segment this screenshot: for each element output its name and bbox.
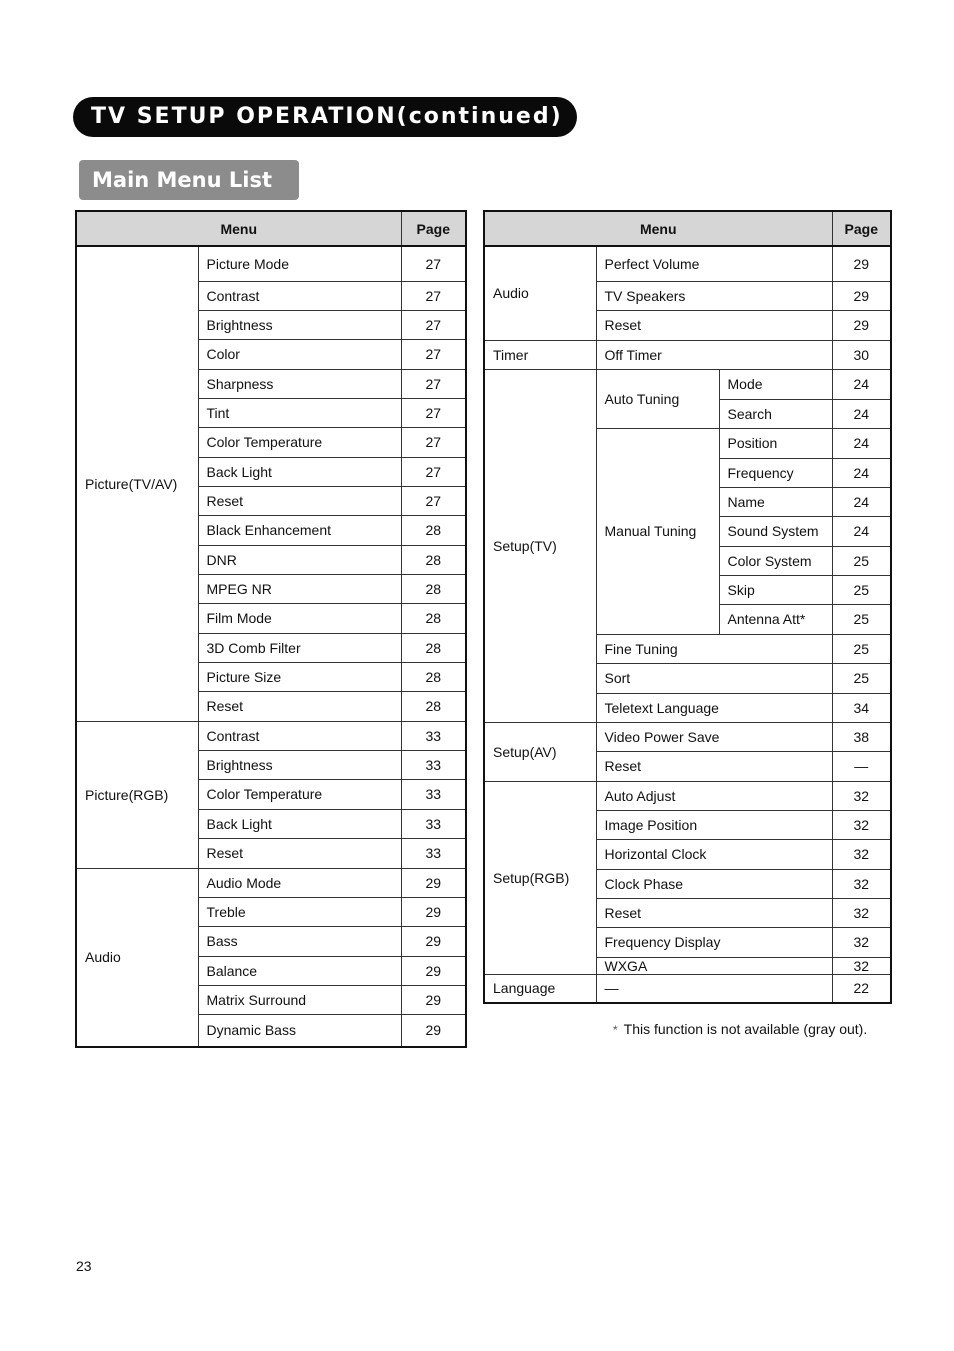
page-number-cell: 32 <box>832 869 891 898</box>
menu-column-header: Menu <box>484 211 832 246</box>
page-number: 23 <box>76 1258 92 1274</box>
menu-item-label: Brightness <box>198 310 401 339</box>
menu-item-label: Matrix Surround <box>198 985 401 1014</box>
page-number-cell: 27 <box>401 398 466 427</box>
menu-item-label: MPEG NR <box>198 574 401 603</box>
right-menu-table <box>483 210 892 1004</box>
group-name: Audio <box>484 246 596 340</box>
page-number-cell: 33 <box>401 838 466 868</box>
menu-item-label: Picture Mode <box>198 246 401 281</box>
page-number-cell: 28 <box>401 603 466 633</box>
page-number-cell: 33 <box>401 779 466 809</box>
page-number-cell: 28 <box>401 515 466 545</box>
menu-item-label: Horizontal Clock <box>596 839 832 869</box>
menu-item-label: Black Enhancement <box>198 515 401 545</box>
page-number-cell: 27 <box>401 339 466 369</box>
group-name: Picture(RGB) <box>76 721 198 868</box>
page-number-cell: 29 <box>832 246 891 281</box>
page-number-cell: 24 <box>832 369 891 399</box>
page-number-cell: 25 <box>832 546 891 575</box>
menu-item-label: Clock Phase <box>596 869 832 898</box>
table-row <box>484 974 891 1003</box>
menu-item-label: 3D Comb Filter <box>198 633 401 662</box>
menu-item-label: Brightness <box>198 750 401 779</box>
menu-item-label: Color Temperature <box>198 779 401 809</box>
menu-item-label: Film Mode <box>198 603 401 633</box>
page-number-cell: 28 <box>401 545 466 574</box>
menu-item-label: Off Timer <box>596 340 832 369</box>
table-row <box>484 369 891 399</box>
menu-item-label: Antenna Att* <box>719 604 832 634</box>
group-name: Timer <box>484 340 596 369</box>
menu-item-label: Dynamic Bass <box>198 1014 401 1047</box>
page-number-cell: 29 <box>401 1014 466 1047</box>
group-name: Language <box>484 974 596 1003</box>
menu-item-label: Sharpness <box>198 369 401 398</box>
page-number-cell: 27 <box>401 457 466 486</box>
footnote-text: This function is not available (gray out). <box>623 1021 868 1037</box>
table-row <box>76 246 466 281</box>
page-number-cell: 32 <box>832 927 891 957</box>
page-number-cell: 29 <box>401 897 466 926</box>
subgroup-name: Auto Tuning <box>596 369 719 428</box>
menu-item-label: Color System <box>719 546 832 575</box>
menu-item-label: Teletext Language <box>596 693 832 722</box>
page-number-cell: 29 <box>832 310 891 340</box>
subsection-title: Main Menu List <box>79 160 299 200</box>
page-number-cell: 32 <box>832 810 891 839</box>
asterisk-mark: * <box>613 1023 618 1037</box>
table-header-row <box>484 211 891 246</box>
page-number-cell: 27 <box>401 246 466 281</box>
page-number-cell: — <box>832 751 891 781</box>
menu-item-label: Contrast <box>198 281 401 310</box>
menu-item-label: Name <box>719 487 832 516</box>
group-name: Setup(AV) <box>484 722 596 781</box>
page-number-cell: 30 <box>832 340 891 369</box>
page-number-cell: 32 <box>832 839 891 869</box>
menu-item-label: Image Position <box>596 810 832 839</box>
menu-item-label: Reset <box>198 691 401 721</box>
page-number-cell: 29 <box>401 985 466 1014</box>
menu-item-label: Contrast <box>198 721 401 750</box>
menu-item-label: Back Light <box>198 457 401 486</box>
menu-item-label: Fine Tuning <box>596 634 832 663</box>
menu-item-label: WXGA <box>596 957 832 974</box>
page-number-cell: 27 <box>401 310 466 339</box>
page-number-cell: 28 <box>401 574 466 603</box>
page-number-cell: 29 <box>832 281 891 310</box>
menu-item-label: Reset <box>596 898 832 927</box>
menu-column-header: Menu <box>76 211 401 246</box>
menu-item-label: Position <box>719 428 832 458</box>
menu-item-label: Color Temperature <box>198 427 401 457</box>
page-number-cell: 38 <box>832 722 891 751</box>
page-number-cell: 24 <box>832 399 891 428</box>
page-number-cell: 25 <box>832 634 891 663</box>
page-number-cell: 33 <box>401 750 466 779</box>
table-row <box>484 781 891 810</box>
menu-item-label: Treble <box>198 897 401 926</box>
page-number-cell: 29 <box>401 956 466 985</box>
menu-item-label: Reset <box>198 486 401 515</box>
group-name: Picture(TV/AV) <box>76 246 198 721</box>
page-number-cell: 27 <box>401 486 466 515</box>
menu-item-label: Picture Size <box>198 662 401 691</box>
page-number-cell: 24 <box>832 428 891 458</box>
menu-item-label: — <box>596 974 832 1003</box>
footnote <box>613 1021 867 1037</box>
group-name: Setup(TV) <box>484 369 596 722</box>
menu-item-label: Video Power Save <box>596 722 832 751</box>
menu-item-label: Reset <box>198 838 401 868</box>
page-number-cell: 28 <box>401 691 466 721</box>
menu-item-label: Audio Mode <box>198 868 401 897</box>
table-header-row <box>76 211 466 246</box>
table-row <box>484 246 891 281</box>
table-row <box>76 721 466 750</box>
section-title: TV SETUP OPERATION(continued) <box>73 97 577 137</box>
menu-item-label: Auto Adjust <box>596 781 832 810</box>
menu-item-label: DNR <box>198 545 401 574</box>
page-number-cell: 27 <box>401 281 466 310</box>
page-number-cell: 27 <box>401 427 466 457</box>
page-number-cell: 32 <box>832 957 891 974</box>
menu-item-label: Mode <box>719 369 832 399</box>
page-number-cell: 28 <box>401 662 466 691</box>
menu-item-label: Frequency <box>719 458 832 487</box>
group-name: Audio <box>76 868 198 1047</box>
page-number-cell: 33 <box>401 721 466 750</box>
page-number-cell: 32 <box>832 898 891 927</box>
menu-item-label: Skip <box>719 575 832 604</box>
menu-item-label: Color <box>198 339 401 369</box>
menu-item-label: Reset <box>596 751 832 781</box>
group-name: Setup(RGB) <box>484 781 596 974</box>
menu-item-label: Back Light <box>198 809 401 838</box>
menu-item-label: Frequency Display <box>596 927 832 957</box>
menu-item-label: Sort <box>596 663 832 693</box>
menu-item-label: TV Speakers <box>596 281 832 310</box>
page-number-cell: 22 <box>832 974 891 1003</box>
page-number-cell: 33 <box>401 809 466 838</box>
page-number-cell: 29 <box>401 926 466 956</box>
page-number-cell: 27 <box>401 369 466 398</box>
table-row <box>76 868 466 897</box>
page-number-cell: 24 <box>832 516 891 546</box>
page-number-cell: 28 <box>401 633 466 662</box>
page-number-cell: 32 <box>832 781 891 810</box>
page-number-cell: 24 <box>832 487 891 516</box>
menu-item-label: Balance <box>198 956 401 985</box>
menu-item-label: Tint <box>198 398 401 427</box>
menu-item-label: Search <box>719 399 832 428</box>
table-row <box>484 340 891 369</box>
page-number-cell: 25 <box>832 604 891 634</box>
page-number-cell: 24 <box>832 458 891 487</box>
subgroup-name: Manual Tuning <box>596 428 719 634</box>
page-column-header: Page <box>832 211 891 246</box>
page-number-cell: 25 <box>832 575 891 604</box>
table-row <box>484 722 891 751</box>
menu-item-label: Sound System <box>719 516 832 546</box>
page-number-cell: 29 <box>401 868 466 897</box>
page-column-header: Page <box>401 211 466 246</box>
menu-item-label: Bass <box>198 926 401 956</box>
left-menu-table <box>75 210 467 1048</box>
menu-item-label: Reset <box>596 310 832 340</box>
menu-item-label: Perfect Volume <box>596 246 832 281</box>
page-number-cell: 25 <box>832 663 891 693</box>
page-number-cell: 34 <box>832 693 891 722</box>
